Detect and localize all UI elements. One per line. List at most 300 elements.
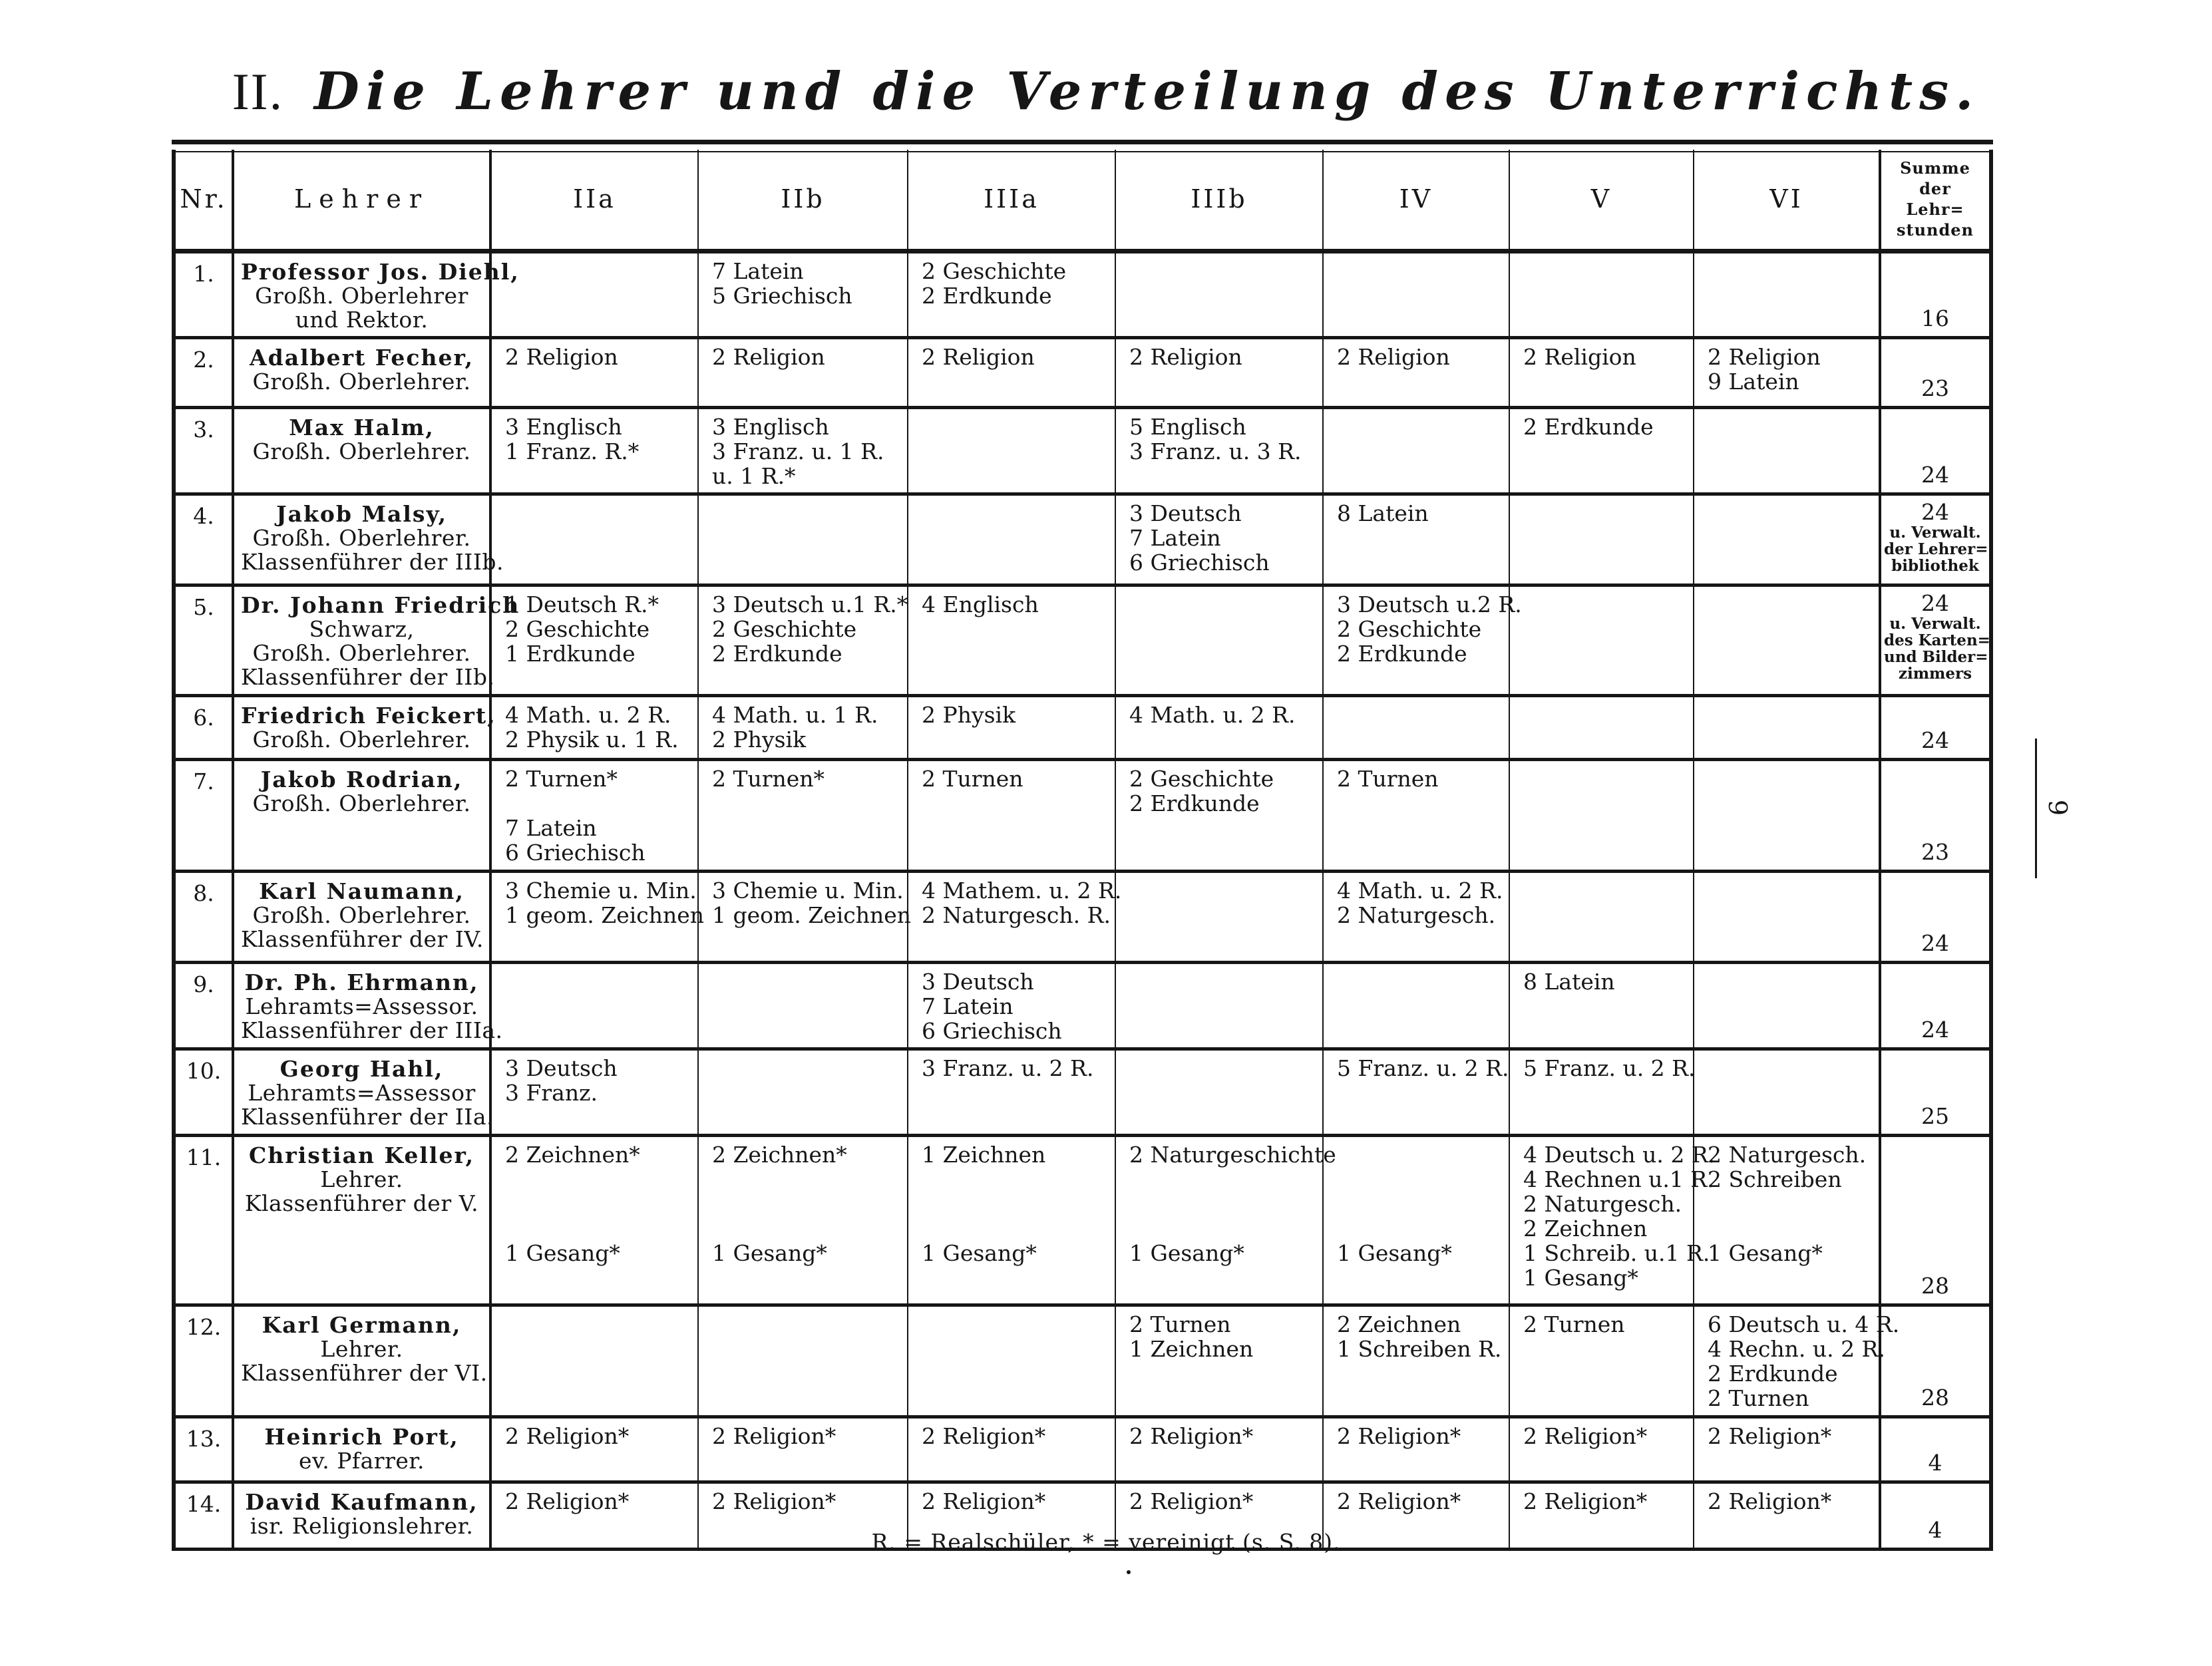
subject-line: 4 Math. u. 2 R.	[505, 701, 671, 728]
sum-note: bibliothek	[1891, 557, 1979, 576]
subject-line: 2 Turnen	[1337, 766, 1439, 792]
subject-line: 2 Religion	[1337, 344, 1450, 371]
subject-line: 9 Latein	[1708, 369, 1799, 395]
sum-cell	[1880, 760, 1989, 872]
subject-line: 7 Latein	[505, 815, 597, 842]
sum-value: 23	[1921, 838, 1949, 865]
teacher-title: Lehramts=Assessor	[248, 1080, 476, 1106]
sum-value: 28	[1921, 1384, 1949, 1411]
row-number: 10.	[176, 1049, 233, 1136]
subject-line: 1 Gesang*	[1708, 1240, 1823, 1266]
subject-cell	[698, 1135, 908, 1305]
subject-cell	[1694, 494, 1880, 585]
subject-line	[505, 1192, 688, 1216]
teacher-title: Klassenführer der IIa.	[241, 1104, 494, 1130]
subject-cell	[490, 1049, 698, 1136]
subject-line: 1 Gesang*	[922, 1240, 1037, 1266]
subject-cell	[698, 1305, 908, 1417]
subject-line: 2 Religion*	[1337, 1488, 1461, 1515]
teacher-title: isr. Religionslehrer.	[250, 1513, 474, 1540]
subject-line: 2 Religion	[1523, 344, 1636, 371]
teacher-title: Großh. Oberlehrer.	[252, 438, 471, 464]
subject-line: 3 Englisch	[505, 413, 622, 440]
table-row	[176, 1135, 1989, 1305]
subject-cell	[490, 407, 698, 494]
sum-cell	[1880, 251, 1989, 338]
sum-value: 4	[1928, 1450, 1942, 1476]
teacher-title: Klassenführer der IIb.	[241, 663, 495, 690]
subject-cell	[908, 585, 1115, 695]
table-body	[176, 251, 1989, 1550]
subject-line	[922, 1167, 1105, 1192]
subject-line	[1337, 1167, 1499, 1192]
subject-line: 2 Geschichte	[922, 257, 1067, 284]
subject-line: 4 Mathem. u. 2 R.	[922, 877, 1122, 904]
subject-cell	[1323, 494, 1509, 585]
subject-cell	[1115, 695, 1323, 759]
subject-line: 3 Englisch	[712, 413, 829, 440]
subject-line: 2 Religion*	[1708, 1488, 1832, 1515]
subject-line: 2 Religion*	[505, 1422, 630, 1449]
subject-cell	[1323, 1049, 1509, 1136]
header-sum-line: Lehr=	[1906, 200, 1964, 220]
subject-cell	[1694, 407, 1880, 494]
teacher-cell	[233, 251, 520, 338]
teacher-title: Klassenführer der VI.	[241, 1360, 488, 1387]
sum-note: zimmers	[1898, 664, 1972, 683]
teacher-name: Friedrich Feickert,	[241, 702, 496, 729]
teacher-cell	[233, 695, 496, 759]
header-class: VI	[1694, 150, 1880, 251]
sum-value: 24	[1921, 499, 1949, 526]
subject-line: 1 Gesang*	[1523, 1264, 1638, 1291]
subject-cell	[490, 494, 698, 585]
subject-line: 2 Naturgesch.	[1708, 1141, 1867, 1168]
header-sum-line: der	[1919, 179, 1951, 199]
teacher-name: Jakob Rodrian,	[260, 766, 463, 793]
header-class: IIIa	[908, 150, 1115, 251]
subject-line: 3 Chemie u. Min.	[712, 877, 904, 904]
subject-cell	[1323, 1416, 1509, 1482]
subject-line: 2 Geschichte	[1129, 766, 1274, 792]
subject-line: 6 Deutsch u. 4 R.	[1708, 1311, 1900, 1338]
teacher-cell	[233, 1416, 490, 1482]
subject-line: 2 Religion	[1129, 344, 1242, 371]
table-row	[176, 494, 1989, 585]
subject-line	[712, 1216, 898, 1241]
teacher-name: Adalbert Fecher,	[250, 345, 474, 371]
subject-cell	[698, 962, 908, 1049]
subject-line: 2 Religion	[1708, 344, 1821, 371]
teacher-name: Christian Keller,	[249, 1142, 474, 1168]
sum-value: 16	[1921, 305, 1949, 332]
subject-line: 3 Deutsch u.2 R.	[1337, 591, 1522, 617]
table-row	[176, 1305, 1989, 1417]
subject-line: 2 Physik	[712, 726, 807, 752]
subject-cell	[908, 962, 1115, 1049]
header-teacher: Lehrer	[233, 150, 490, 251]
teacher-title: ev. Pfarrer.	[298, 1447, 425, 1474]
sum-cell	[1880, 871, 1989, 962]
subject-cell	[1509, 871, 1694, 962]
teacher-title: Großh. Oberlehrer.	[252, 369, 471, 395]
sum-note: des Karten=	[1884, 631, 1990, 649]
subject-cell	[490, 760, 698, 872]
subject-cell	[1115, 585, 1323, 695]
subject-line: 1 Gesang*	[1337, 1240, 1452, 1266]
subject-cell	[490, 871, 705, 962]
subject-cell	[1323, 1135, 1509, 1305]
subject-cell	[1509, 760, 1694, 872]
subject-line	[505, 1167, 688, 1192]
teacher-title: Großh. Oberlehrer.	[252, 726, 471, 752]
subject-line: 2 Zeichnen*	[712, 1141, 847, 1168]
subject-line	[922, 1192, 1105, 1216]
teacher-cell	[233, 585, 520, 695]
subject-cell	[490, 585, 698, 695]
sum-value: 24	[1921, 462, 1949, 488]
subject-cell	[1509, 1305, 1694, 1417]
subject-line: 2 Religion	[712, 344, 825, 371]
subject-cell	[908, 760, 1115, 872]
teacher-cell	[233, 1135, 490, 1305]
table-row	[176, 251, 1989, 338]
sum-value: 24	[1921, 1017, 1949, 1043]
subject-line: 8 Latein	[1337, 500, 1429, 527]
row-number: 3.	[176, 407, 233, 494]
subject-line: 2 Religion*	[922, 1488, 1046, 1515]
row-number: 5.	[176, 585, 233, 695]
teacher-title: und Rektor.	[295, 306, 429, 333]
teacher-title: Großh. Oberlehrer.	[252, 902, 471, 928]
subject-line: 7 Latein	[922, 993, 1014, 1019]
row-number: 12.	[176, 1305, 233, 1417]
sum-cell	[1880, 695, 1989, 759]
subject-line: 5 Franz. u. 2 R.	[1523, 1055, 1696, 1082]
subject-cell	[1323, 871, 1509, 962]
subject-line: 2 Geschichte	[1337, 615, 1482, 642]
teacher-title: Großh. Oberlehrer.	[252, 525, 471, 552]
table-row	[176, 962, 1989, 1049]
sum-cell	[1880, 494, 1989, 585]
subject-line: 2 Turnen	[1129, 1311, 1231, 1338]
subject-line: 5 Franz. u. 2 R.	[1337, 1055, 1509, 1082]
sum-note: und Bilder=	[1884, 647, 1988, 666]
subject-cell	[1694, 871, 1880, 962]
sum-cell	[1880, 407, 1989, 494]
header-class: V	[1509, 150, 1694, 251]
subject-cell	[1509, 962, 1694, 1049]
subject-line: 2 Physik u. 1 R.	[505, 726, 679, 752]
subject-line: 2 Zeichnen	[1337, 1311, 1461, 1338]
subject-line: 2 Turnen*	[712, 766, 825, 792]
subject-cell	[908, 407, 1115, 494]
subject-cell	[1115, 1049, 1323, 1136]
subject-line: 4 Rechnen u.1 R.	[1523, 1166, 1714, 1192]
row-number: 1.	[176, 251, 233, 338]
sum-value: 23	[1921, 375, 1949, 401]
subject-line	[1129, 1167, 1313, 1192]
subject-line	[1708, 1192, 1869, 1216]
table-row	[176, 760, 1989, 872]
subject-line: 2 Erdkunde	[1129, 790, 1260, 817]
teacher-name: Georg Hahl,	[279, 1056, 444, 1083]
subject-cell	[698, 407, 908, 494]
subject-line: 3 Deutsch	[1129, 500, 1242, 527]
subject-line: 2 Schreiben	[1708, 1166, 1842, 1192]
subject-line: 3 Deutsch u.1 R.*	[712, 591, 908, 617]
table-row	[176, 871, 1989, 962]
subject-line: 2 Erdkunde	[712, 640, 842, 667]
subject-line: 1 Schreib. u.1 R.	[1523, 1240, 1710, 1266]
subject-line	[712, 1192, 898, 1216]
table-row	[176, 338, 1989, 408]
subject-line: 2 Naturgesch.	[1337, 902, 1496, 928]
subject-line: 2 Religion	[922, 344, 1035, 371]
teacher-name: Max Halm,	[289, 414, 435, 440]
subject-cell	[1694, 585, 1880, 695]
subject-cell	[698, 1416, 908, 1482]
row-number: 8.	[176, 871, 233, 962]
teacher-distribution-table	[172, 150, 1993, 1551]
sum-value: 28	[1921, 1273, 1949, 1299]
sum-cell	[1880, 585, 1989, 695]
subject-cell	[1115, 1135, 1336, 1305]
subject-cell	[1694, 338, 1880, 408]
row-number: 9.	[176, 962, 233, 1049]
subject-line: 2 Zeichnen*	[505, 1141, 640, 1168]
subject-line: 4 Math. u. 1 R.	[712, 701, 878, 728]
teacher-title: Großh. Oberlehrer.	[252, 790, 471, 817]
subject-cell	[908, 1416, 1115, 1482]
header-class: IV	[1323, 150, 1509, 251]
subject-cell	[1509, 1416, 1694, 1482]
row-number: 6.	[176, 695, 233, 759]
subject-cell	[1694, 1416, 1880, 1482]
subject-line: 2 Religion*	[1129, 1488, 1254, 1515]
row-number: 2.	[176, 338, 233, 408]
subject-cell	[490, 695, 698, 759]
teacher-name: Jakob Malsy,	[276, 501, 447, 528]
subject-cell	[490, 1305, 698, 1417]
subject-cell	[1115, 871, 1323, 962]
subject-line: 1 Zeichnen	[1129, 1336, 1254, 1363]
subject-cell	[698, 338, 908, 408]
header-sum	[1880, 150, 1989, 251]
subject-line	[922, 1216, 1105, 1241]
subject-cell	[698, 760, 908, 872]
subject-cell	[1115, 962, 1323, 1049]
subject-line: 2 Religion*	[1523, 1422, 1648, 1449]
subject-line: 3 Deutsch	[505, 1055, 618, 1082]
sum-cell	[1880, 1135, 1989, 1305]
page-number-text: 9	[2043, 799, 2073, 816]
subject-line	[1337, 1216, 1499, 1241]
subject-line: 2 Religion*	[1708, 1422, 1832, 1449]
sum-note: der Lehrer=	[1884, 540, 1988, 559]
subject-cell	[490, 338, 698, 408]
subject-cell	[908, 338, 1115, 408]
subject-line	[1337, 1142, 1499, 1167]
subject-cell	[698, 871, 912, 962]
teacher-title: Großh. Oberlehrer	[255, 282, 468, 309]
subject-line: 2 Erdkunde	[922, 282, 1052, 309]
subject-line: 1 Zeichnen	[922, 1141, 1046, 1168]
sum-cell	[1880, 962, 1989, 1049]
subject-line: u. 1 R.*	[712, 462, 796, 489]
subject-line: 2 Erdkunde	[1337, 640, 1467, 667]
subject-line: 2 Religion*	[922, 1422, 1046, 1449]
subject-line	[1337, 1192, 1499, 1216]
subject-line: 1 geom. Zeichnen	[505, 902, 705, 928]
subject-line: 3 Franz. u. 3 R.	[1129, 438, 1302, 464]
sum-value: 4	[1928, 1517, 1942, 1543]
subject-cell	[1509, 338, 1694, 408]
sum-value: 25	[1921, 1102, 1949, 1129]
teacher-title: Klassenführer der IIIb.	[241, 549, 504, 576]
subject-cell	[698, 251, 908, 338]
speck	[1127, 1570, 1131, 1574]
teacher-name: Karl Germann,	[262, 1312, 462, 1339]
subject-line: 3 Franz. u. 1 R.	[712, 438, 884, 464]
page-number-rule	[2035, 739, 2037, 878]
teacher-name: Heinrich Port,	[264, 1423, 459, 1450]
subject-line: 6 Griechisch	[1129, 550, 1270, 576]
subject-cell	[1115, 1305, 1323, 1417]
teacher-title: Großh. Oberlehrer.	[252, 639, 471, 666]
sum-value: 24	[1921, 727, 1949, 754]
teacher-title: Lehrer.	[320, 1336, 403, 1363]
subject-cell	[1323, 407, 1509, 494]
title-roman-numeral: II.	[232, 63, 284, 120]
sum-value: 24	[1921, 589, 1949, 616]
teacher-cell	[233, 338, 490, 408]
page-number	[2034, 735, 2087, 881]
teacher-cell	[233, 407, 490, 494]
subject-line: 2 Religion*	[712, 1422, 836, 1449]
subject-line: 2 Physik	[922, 701, 1016, 728]
subject-line: 3 Franz. u. 2 R.	[922, 1055, 1094, 1082]
sum-note: u. Verwalt.	[1889, 614, 1981, 633]
table-row	[176, 1049, 1989, 1136]
footer-legend: R. = Realschüler, * = vereinigt (s. S. 8).	[871, 1529, 1341, 1555]
subject-cell	[1694, 1305, 1900, 1417]
subject-line: 2 Turnen	[1523, 1311, 1625, 1338]
subject-line: 2 Turnen	[922, 766, 1023, 792]
row-number: 4.	[176, 494, 233, 585]
subject-cell	[490, 1135, 698, 1305]
subject-line: 2 Religion*	[1129, 1422, 1254, 1449]
subject-line: 1 Schreiben R.	[1337, 1336, 1502, 1363]
subject-line: 2 Geschichte	[712, 615, 857, 642]
subject-cell	[1323, 338, 1509, 408]
teacher-title: Lehrer.	[320, 1166, 403, 1192]
subject-cell	[698, 1049, 908, 1136]
subject-line: 1 geom. Zeichnen	[712, 902, 912, 928]
subject-line: 6 Griechisch	[922, 1017, 1062, 1044]
subject-cell	[908, 871, 1122, 962]
sum-cell	[1880, 338, 1989, 408]
teacher-cell	[233, 1305, 490, 1417]
subject-cell	[1115, 1416, 1323, 1482]
teacher-name: Karl Naumann,	[259, 878, 464, 904]
subject-cell	[1694, 760, 1880, 872]
subject-line: 2 Zeichnen	[1523, 1215, 1648, 1242]
header-nr: Nr.	[176, 150, 233, 251]
header-row	[176, 150, 1989, 251]
teacher-name: David Kaufmann,	[245, 1489, 478, 1516]
row-number: 7.	[176, 760, 233, 872]
teacher-cell	[233, 760, 490, 872]
subject-cell	[1509, 585, 1694, 695]
subject-cell	[1694, 1049, 1880, 1136]
subject-cell	[1323, 695, 1509, 759]
subject-line: 6 Griechisch	[505, 840, 645, 866]
subject-line: 2 Erdkunde	[1708, 1361, 1838, 1387]
subject-cell	[698, 695, 908, 759]
subject-cell	[908, 251, 1115, 338]
subject-line: 2 Geschichte	[505, 615, 650, 642]
sum-value: 24	[1921, 929, 1949, 956]
subject-line	[1129, 1216, 1313, 1241]
subject-cell	[908, 1305, 1115, 1417]
subject-line: 1 Gesang*	[712, 1240, 827, 1266]
teacher-title: Lehramts=Assessor.	[245, 993, 478, 1019]
subject-cell	[490, 1416, 698, 1482]
subject-line: 5 Griechisch	[712, 282, 852, 309]
subject-line: 2 Erdkunde	[1523, 413, 1654, 440]
subject-cell	[1509, 1049, 1694, 1136]
subject-cell	[1115, 251, 1323, 338]
subject-line	[505, 1216, 688, 1241]
subject-cell	[1509, 1135, 1716, 1305]
subject-line: 4 Deutsch u. 2 R.	[1523, 1141, 1716, 1168]
subject-cell	[490, 251, 698, 338]
subject-line: 7 Latein	[712, 257, 804, 284]
teacher-cell	[233, 494, 504, 585]
subject-cell	[908, 695, 1115, 759]
subject-cell	[1115, 407, 1323, 494]
subject-line: 4 Englisch	[922, 591, 1039, 617]
header-class: IIa	[490, 150, 698, 251]
teacher-name: Dr. Ph. Ehrmann,	[244, 969, 479, 995]
subject-cell	[1323, 251, 1509, 338]
subject-line: 8 Latein	[1523, 968, 1615, 995]
subject-cell	[908, 1135, 1115, 1305]
subject-cell	[1323, 962, 1509, 1049]
subject-cell	[1509, 251, 1694, 338]
teacher-name: Professor Jos. Diehl,	[241, 258, 520, 285]
subject-line: 2 Religion*	[1337, 1422, 1461, 1449]
subject-cell	[1694, 251, 1880, 338]
header-sum-line: stunden	[1897, 220, 1974, 240]
subject-cell	[698, 585, 908, 695]
subject-line: 3 Franz.	[505, 1080, 598, 1106]
subject-cell	[1694, 695, 1880, 759]
subject-cell	[1694, 962, 1880, 1049]
subject-line	[505, 791, 688, 816]
sum-cell	[1880, 1049, 1989, 1136]
subject-line: 1 Deutsch R.*	[505, 591, 659, 617]
sum-note: u. Verwalt.	[1889, 524, 1981, 542]
subject-line: 7 Latein	[1129, 525, 1221, 552]
subject-line: 2 Turnen*	[505, 766, 618, 792]
table-row	[176, 1416, 1989, 1482]
sum-cell	[1880, 1416, 1989, 1482]
subject-line: 4 Rechn. u. 2 R.	[1708, 1336, 1885, 1363]
subject-cell	[490, 962, 698, 1049]
header-class: IIb	[698, 150, 908, 251]
